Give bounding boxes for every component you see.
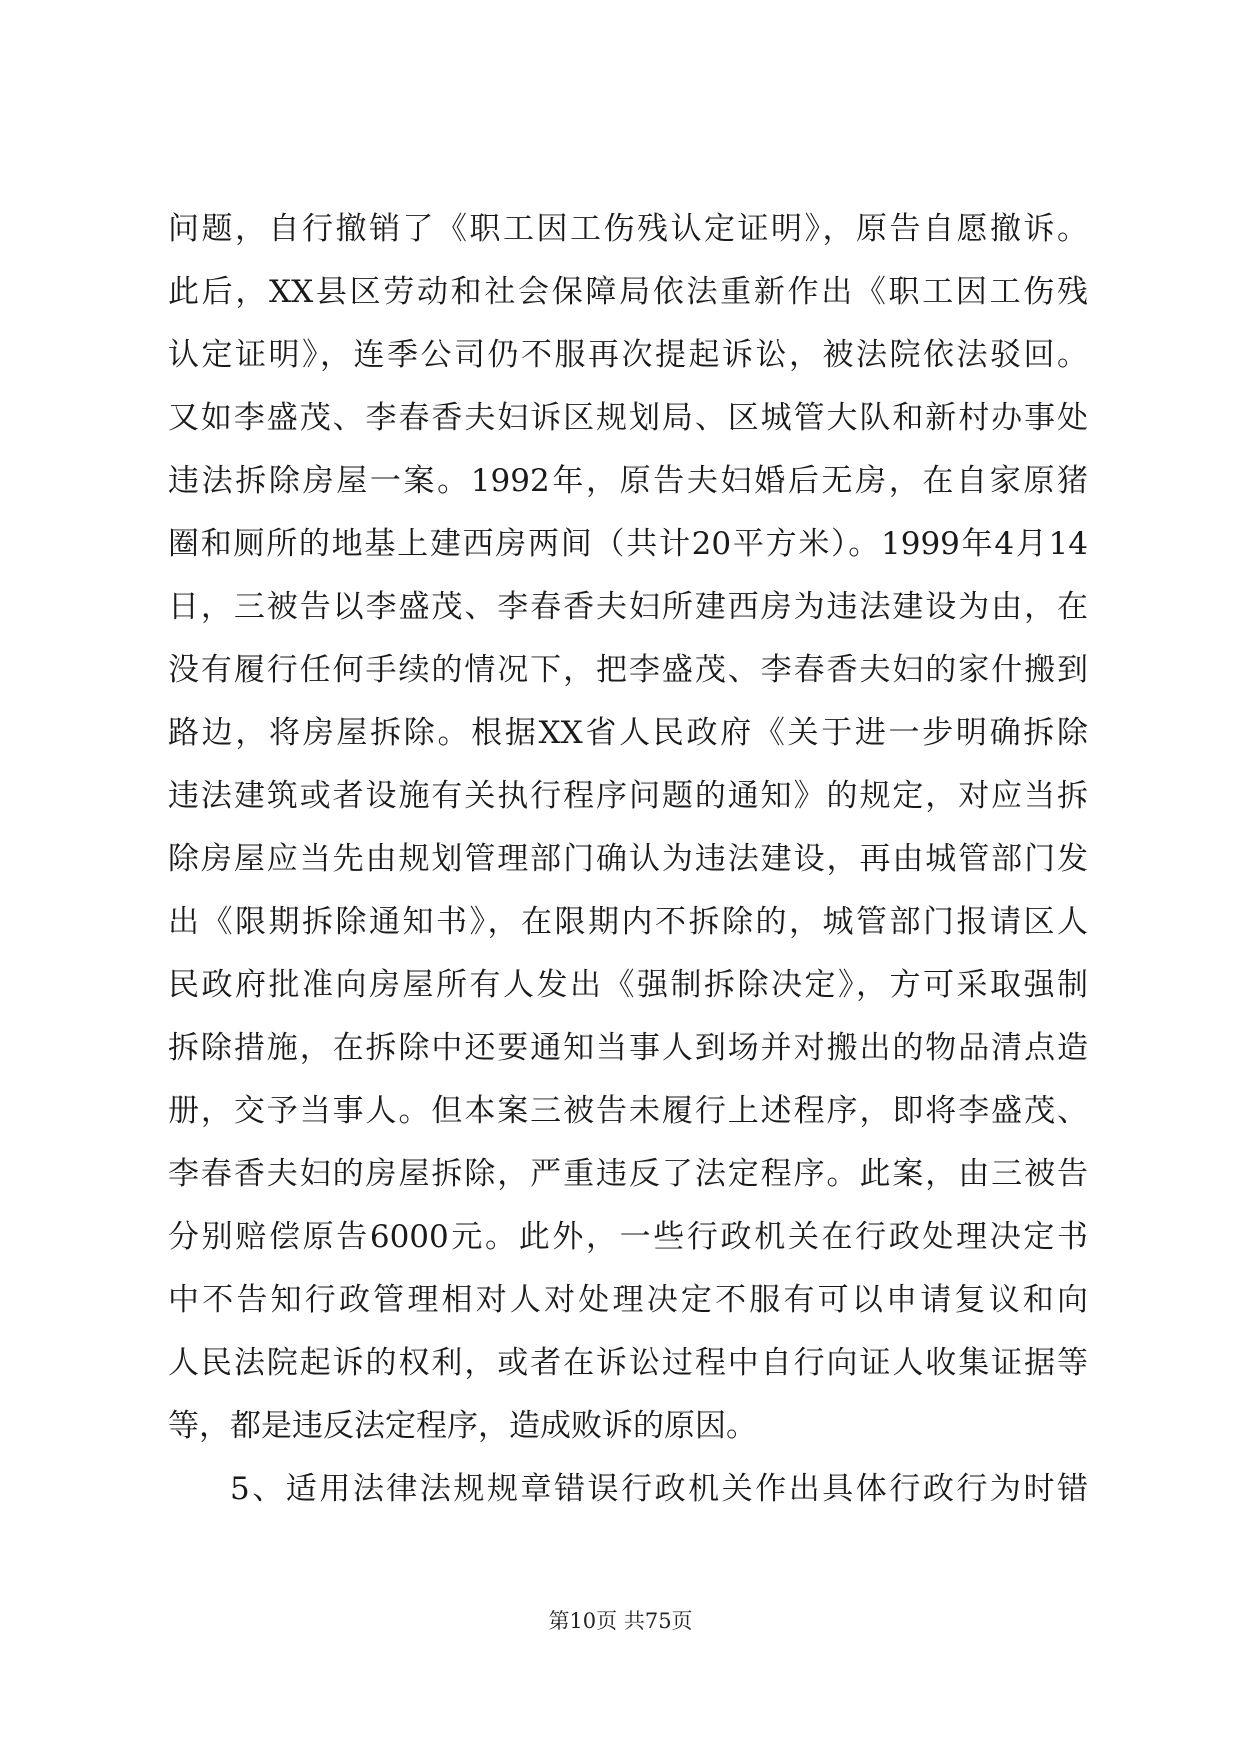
- text-line: 等，都是违反法定程序，造成败诉的原因。: [168, 1408, 757, 1444]
- text-line: 问题，自行撤销了《职工因工伤残认定证明》，原告自愿撤诉。: [168, 211, 1088, 247]
- text-line: 拆除措施，在拆除中还要通知当事人到场并对搬出的物品清点造: [168, 1030, 1088, 1066]
- page-footer: 第10页 共75页: [548, 1609, 693, 1633]
- text-line: 日，三被告以李盛茂、李春香夫妇所建西房为违法建设为由，在: [168, 589, 1088, 625]
- text-line: 李春香夫妇的房屋拆除，严重违反了法定程序。此案，由三被告: [168, 1156, 1088, 1192]
- text-line: 圈和厕所的地基上建西房两间（共计20平方米）。1999年4月14: [168, 526, 1088, 562]
- text-line: 违法拆除房屋一案。1992年，原告夫妇婚后无房，在自家原猪: [168, 463, 1088, 499]
- body-text: [168, 198, 1088, 1521]
- text-line: 路边，将房屋拆除。根据XX省人民政府《关于进一步明确拆除: [168, 715, 1088, 751]
- text-line: 出《限期拆除通知书》，在限期内不拆除的，城管部门报请区人: [168, 904, 1088, 940]
- text-line: 认定证明》，连季公司仍不服再次提起诉讼，被法院依法驳回。: [168, 337, 1088, 373]
- text-line: 除房屋应当先由规划管理部门确认为违法建设，再由城管部门发: [168, 841, 1088, 877]
- text-line: 又如李盛茂、李春香夫妇诉区规划局、区城管大队和新村办事处: [168, 400, 1088, 436]
- text-line: 分别赔偿原告6000元。此外，一些行政机关在行政处理决定书: [168, 1219, 1088, 1255]
- text-line: 册，交予当事人。但本案三被告未履行上述程序，即将李盛茂、: [168, 1093, 1088, 1129]
- section-heading-line: 5、适用法律法规规章错误行政机关作出具体行政行为时错: [230, 1471, 1088, 1507]
- text-line: 此后，XX县区劳动和社会保障局依法重新作出《职工因工伤残: [168, 274, 1088, 310]
- text-line: 中不告知行政管理相对人对处理决定不服有可以申请复议和向: [168, 1282, 1088, 1318]
- text-line: 民政府批准向房屋所有人发出《强制拆除决定》，方可采取强制: [168, 967, 1088, 1003]
- text-line: 没有履行任何手续的情况下，把李盛茂、李春香夫妇的家什搬到: [168, 652, 1088, 688]
- text-line: 违法建筑或者设施有关执行程序问题的通知》的规定，对应当拆: [168, 778, 1088, 814]
- text-line: 人民法院起诉的权利，或者在诉讼过程中自行向证人收集证据等: [168, 1345, 1088, 1381]
